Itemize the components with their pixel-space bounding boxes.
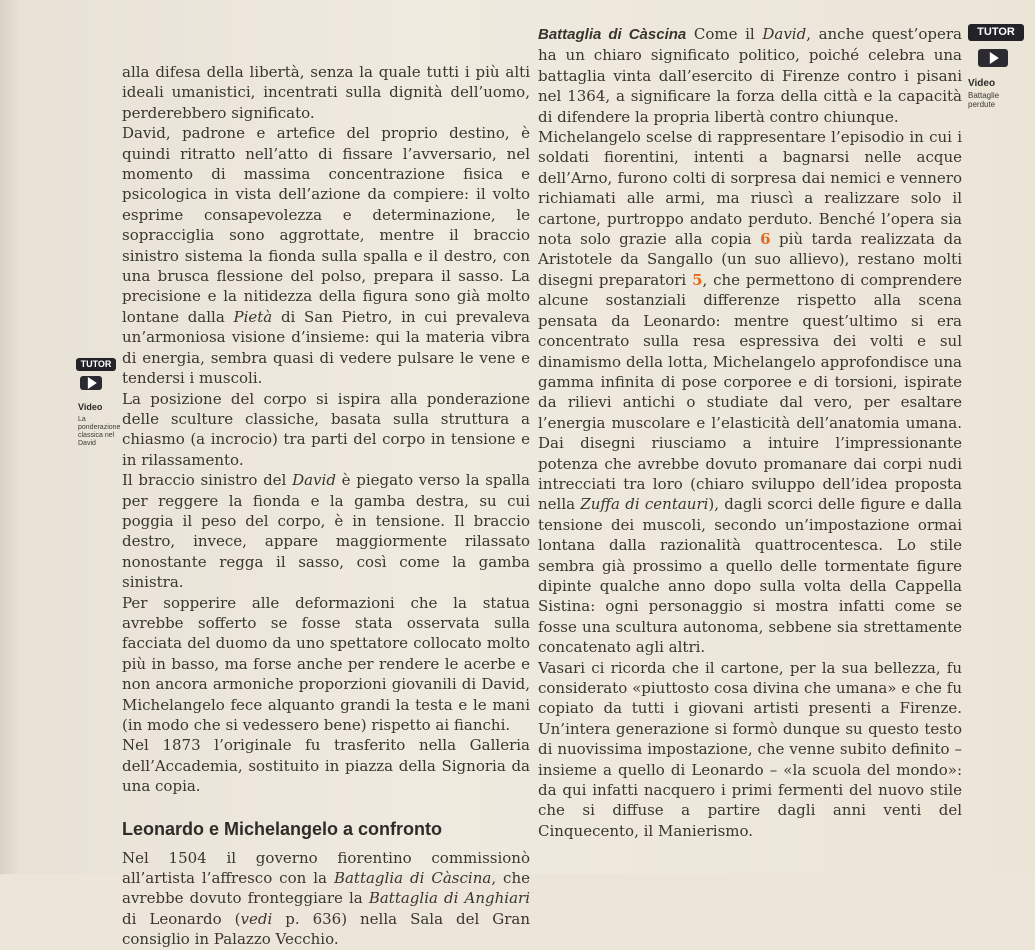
video-play-icon-left[interactable] bbox=[80, 376, 102, 390]
video-label-right[interactable]: Video bbox=[968, 78, 996, 89]
paragraph-david: David, padrone e artefice del proprio destino, è quindi ritratto nell’atto di fissare l’avversario, nel momento di massima concentrazione fisica e psicologica in vista dell’azione da compiere: il volto esprime consapevolezza e determinazione, le sopracciglia sono aggrottate, mentre il braccio sinistro sistema la fionda sulla spalla e il destro, con una brusca flessione del polso, prepara il sasso. La precisione e la nitidezza della figura sono già molto lontane dalla Pietà di San Pietro, in cui prevaleva un’armoniosa visione d’insieme: qui la materia vibra di energia, sembra quasi di vedere pulsare le vene e tendersi i muscoli. bbox=[122, 124, 530, 388]
left-column bbox=[122, 62, 530, 950]
paragraph-1873: Nel 1873 l’originale fu trasferito nella Galleria dell’Accademia, sostituito in piazza della Signoria da una copia. bbox=[122, 736, 530, 796]
paragraph-1504: Nel 1504 il governo fiorentino commissionò all’artista l’affresco con la Battaglia di Càscina, che avrebbe dovuto fronteggiare la Battaglia di Anghiari di Leonardo (vedi p. 636) nella Sala del Gran consiglio in Palazzo Vecchio. bbox=[122, 848, 530, 949]
paragraph-cascina: Battaglia di Càscina Come il David, anche quest’opera ha un chiaro significato politico, poiché celebra una battaglia vinta dall’esercito di Firenze contro i pisani nel 1364, a significare la forza della città e la capacità di difendere la propria libertà contro chiunque. bbox=[538, 25, 962, 126]
paragraph-braccio: Il braccio sinistro del David è piegato verso la spalla per reggere la fionda e la gamba destra, su cui poggia il peso del corpo, è in tensione. Il braccio destro, invece, appare maggiormente rilassato nonostante regga il sasso, così come la gamba sinistra. bbox=[122, 471, 531, 592]
page-edge bbox=[0, 0, 20, 874]
figure-ref-5[interactable]: 5 bbox=[692, 270, 703, 289]
paragraph-episodio: Michelangelo scelse di rappresentare l’episodio in cui i soldati fiorentini, intenti a bagnarsi nelle acque dell’Arno, furono colti di sorpresa dai nemici e vennero richiamati alle armi, ma riuscì a realizzare solo il cartone, purtroppo andato perduto. Benché l’opera sia nota solo grazie alla copia 6 più tarda realizzata da Aristotele da Sangallo (un suo allievo), restano molti disegni preparatori 5, che permettono di comprendere alcune sostanziali differenze rispetto alla scena pensata da Leonardo: mentre quest’ultimo si era concentrato sulla resa espressiva dei volti e sul dinamismo della lotta, Michelangelo approfondisce una gamma infinita di pose corporee e di torsioni, ispirate da rilievi antichi o studiate dal vero, per esaltare l’energia muscolare e l’elasticità dell’anatomia umana. Dai disegni riusciamo a intuire l’impressionante potenza che avrebbe dovuto promanare dai corpi nudi intrecciati tra loro (chiaro sviluppo dell’idea proposta nella Zuffa di centauri), dagli scorci delle figure e dalla tensione dei muscoli, secondo un’impostazione ormai lontana dalla razionalità quattrocentesca. Lo stile sembra già prossimo a quello delle tormentate figure dipinte qualche anno dopo sulla volta della Cappella Sistina: ogni personaggio si mostra infatti come se fosse una scultura autonoma, sebbene sia strettamente concatenato agli altri. bbox=[538, 128, 963, 657]
paragraph-vasari: Vasari ci ricorda che il cartone, per la sua bellezza, fu considerato «piuttosto cosa divina che umana» e che fu copiato da tutti i giovani artisti presenti a Firenze. Un’intera generazione si formò dunque su questo testo di nuovissima impostazione, che venne subito definito – insieme a quello di Leonardo – «la scuola del mondo»: da qui infatti nacquero i primi fermenti del nuovo stile che si diffuse a partire dagli anni venti del Cinquecento, il Manierismo. bbox=[538, 658, 962, 840]
cascina-lead: Battaglia di Càscina bbox=[538, 26, 687, 43]
paragraph-ponderazione: La posizione del corpo si ispira alla ponderazione delle sculture classiche, basata sulla struttura a chiasmo (a incrocio) tra parti del corpo in tensione e in rilassamento. bbox=[122, 389, 530, 469]
right-column bbox=[538, 24, 962, 841]
tutor-badge-right[interactable]: TUTOR bbox=[968, 24, 1024, 41]
video-label-left[interactable]: Video bbox=[78, 402, 103, 412]
video-play-icon-right[interactable] bbox=[978, 49, 1008, 67]
video-subtitle-left[interactable]: La ponderazione classica nel David bbox=[78, 416, 121, 447]
paragraph-deformazioni: Per sopperire alle deformazioni che la statua avrebbe sofferto se fosse stata osservata sulla facciata del duomo da uno spettatore collocato molto più in basso, ma forse anche per rendere le acerbe e non ancora armoniche proporzioni giovanili di David, Michelangelo fece alquanto grandi la testa e le mani (in modo che si vedessero bene) rispetto ai fianchi. bbox=[122, 593, 530, 734]
section-heading: Leonardo e Michelangelo a confronto bbox=[122, 818, 443, 839]
figure-ref-6[interactable]: 6 bbox=[760, 230, 771, 249]
intro-paragraph: alla difesa della libertà, senza la quale tutti i più alti ideali umanistici, incentrati sulla dignità dell’uomo, perderebbero significato. bbox=[122, 63, 530, 122]
video-subtitle-right[interactable]: Battaglie perdute bbox=[968, 91, 1000, 109]
tutor-badge-left[interactable]: TUTOR bbox=[76, 358, 116, 371]
